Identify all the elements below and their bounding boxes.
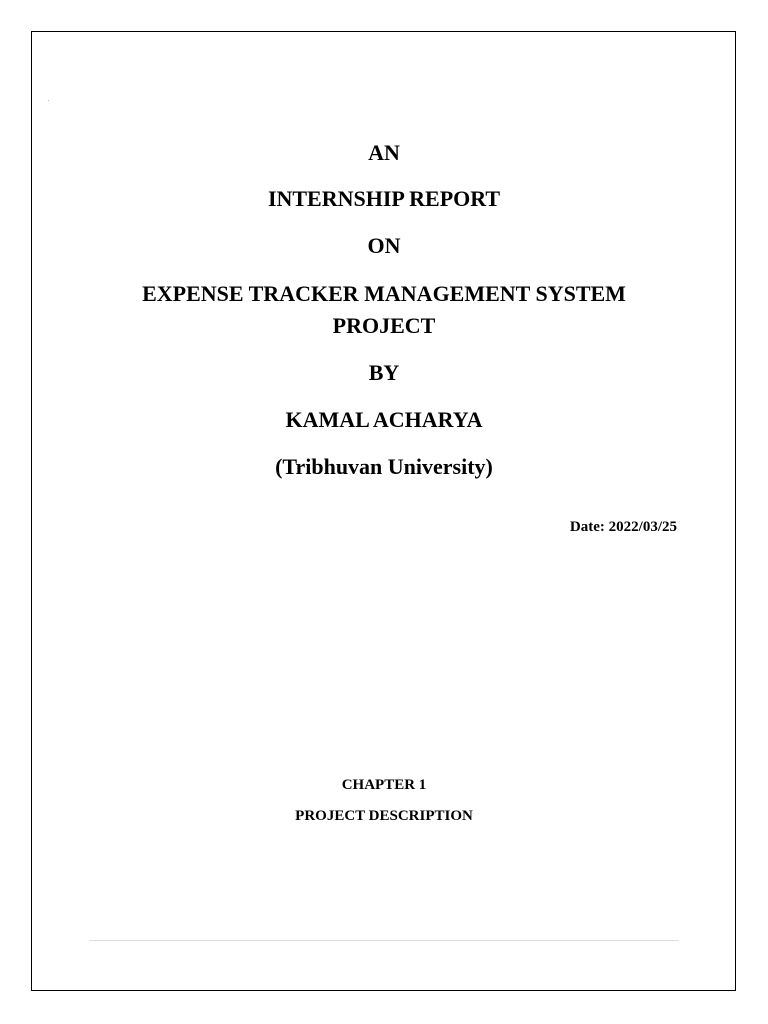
chapter-title: PROJECT DESCRIPTION <box>295 808 473 824</box>
university-name: (Tribhuvan University) <box>275 454 493 479</box>
author-name: KAMAL ACHARYA <box>285 407 483 432</box>
page-speck <box>48 100 49 101</box>
document-page <box>31 31 736 991</box>
title-report: INTERNSHIP REPORT <box>267 186 501 211</box>
title-on: ON <box>367 233 401 258</box>
title-project <box>0 281 768 339</box>
title-an: AN <box>368 140 400 165</box>
report-date: Date: 2022/03/25 <box>569 519 677 535</box>
footer-divider <box>89 940 679 941</box>
title-project-line1: EXPENSE TRACKER MANAGEMENT SYSTEM <box>142 281 626 306</box>
title-by: BY <box>368 360 400 385</box>
title-project-line2: PROJECT <box>332 313 436 338</box>
chapter-number: CHAPTER 1 <box>341 777 427 793</box>
